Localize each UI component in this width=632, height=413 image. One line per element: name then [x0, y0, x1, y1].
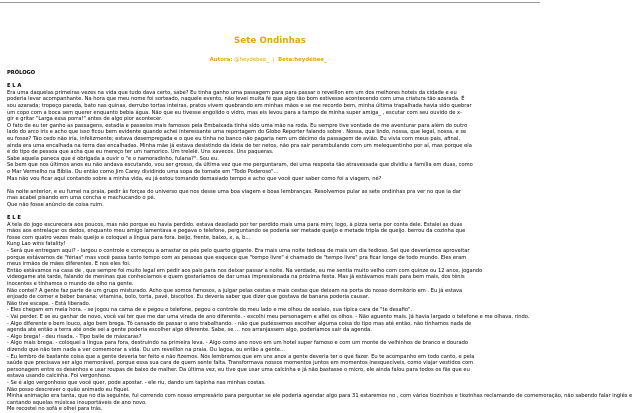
- paragraph-line: agenda até então a terra até onde sei a gente poderia escolher algo diferente. Sabe, se ... nos arranjassem algo, poderíamos sair da agenda.: [7, 327, 372, 334]
- paragraph-line: - Eu lembro de bastante coisa que a gente deveria ter feito e não fizemos. Nós lembramos que em uns anos a gente deveria ter o que fazer. Eu te acompanho em todo canto, e pela: [7, 353, 475, 360]
- paragraph-line: O fato de eu ter ganho as passagens, estadia e passeios mais famosos pela Embaixada tinha sido uma mão na roda. Eu sempre tive vontade de me aventurar para além do outro: [7, 122, 468, 129]
- paragraph-line: inocentes e tínhamos o mundo de olho na gente.: [7, 281, 134, 287]
- paragraph-line: meus irmãos de mães diferentes. E nos eles foi.: [7, 261, 131, 268]
- paragraph-line: - Será que entregam aqui? - largou o controle e começou a arrastar os pés pelo quarto gigante. Era mais uma noite tediosa de mais um dia tedioso. Sei que deveríamos aproveitar: [7, 248, 470, 255]
- paragraph-line: lado do arco iris e acho que isso ficou bem evidente quando achei interessante uma reportagem do Globo Reporter falando sobre . Nossa, que lindo, nossa, que legal, nossa, e se: [7, 129, 467, 136]
- paragraph-line: Mas não vou ficar aqui contando sobre a minha vida, eu já estou tomando demasiado tempo e acho que você quer saber como foi a viagem, né?: [7, 175, 382, 182]
- paragraph-line: - Eles chegam em meia hora. - se jogou na cama de e pegou o telefone, pegou o controle do meu lado e me olhou de soslaio, sua típica cara de "te desafio".: [7, 307, 412, 314]
- paragraph-line: - Algo mais brega. - coloquei a língua para fora, destruindo na primeira leva. - Algo como ano novo em um hotel super famoso e com um monte de velhinhos de branco e dourado: [7, 340, 469, 347]
- paragraph-line: é do tipo de pessoa que acha que eu mereço ter um namorico. Um trelelê. Uns xavecos. Uns paqueras.: [7, 149, 274, 156]
- section-heading: E L A: [7, 83, 22, 90]
- section-heading: E L E: [7, 215, 21, 222]
- byline-trailing: -: [328, 57, 331, 63]
- paragraph-line: - Vai perder. E se eu ganhar de novo, você vai ter que me dar uma virada de ano diferente. - escolhi meu personagem e afiei os olhos. - Não aguento mais. Já havia largado o telefone e me olhava, rindo.: [7, 313, 530, 320]
- paragraph-line: ainda era uma encalhada na terra das encalhadas. Minha mãe já estava desistindo da ideia de ter netos, não pra sair perambulando com um melequentinho por aí, mas porque ela: [7, 142, 472, 149]
- paragraph-line: videogame até tarde, falando de meninas que conhecíamos e quem gostaríamos de dar umas impressionada na próxima festa. Mas já estávamos mais para bem mais, dos tênis: [7, 274, 465, 281]
- paragraph-line: Era uma daquelas primeiras vezes na vida que tudo dava certo, sabe? Eu tinha ganho uma passagem para para passar o reveillon em um dos melhores hoteis da cidade e eu: [7, 89, 457, 96]
- paragraph-line: Se bem que nos últimos anos eu não andava escutando, vou ser grosso, da última vez que me perguntaram, dei uma resposta tão atravessada que dividiu a família em duas, como: [7, 162, 473, 169]
- paragraph-line: Sabe aquela paneca que é obrigada a ouvir o "e o namoradinho, fulana?". Sou eu.: [7, 155, 219, 162]
- paragraph-line: Não posso descrever o quão animado eu fiquei.: [7, 386, 130, 393]
- paragraph-line: Kung Lao wins fatality!: [7, 241, 66, 248]
- section-spacer: [7, 77, 533, 84]
- paragraph-line: Então estávamos na casa de , que sempre foi muito legal em pedir aos pais para nos deixar passar a noite. Na verdade, eu me sentia muito velho com com quinze ou 12 anos, jogando: [7, 267, 483, 274]
- paragraph-line: poderia levar acompanhante. Na hora que meu nome foi sorteado, naquele evento, não levei muita fé que algo tão bom estivesse acontecendo com uma criatura tão azarada. É: [7, 96, 465, 103]
- paragraph-line: mãos aos entrelaçar os dedos, enquanto meu amigo lamentava e pegava o telefone, perguntando se poderia ser metade queijo e metade tripla de queijo. berrou da cozinha que: [7, 228, 466, 235]
- paragraph-line: saúde que precisava ser algo memorável, porque essa sua cara de quem sente falta. Transformava nossos momentos juntos em momentos inesquecíveis, como viajar vestidos com: [7, 360, 474, 367]
- paragraph-line: Que não fosse anúncio de coisa ruim.: [7, 201, 104, 208]
- story-body: [7, 70, 632, 413]
- paragraph-line: Não contei? A gente faz parte de um grupo misturado. Acho que somos famosos, a julgar pelas cestas e mais cestas que deixam na porta do nosso dormitório em . Eu já estava: [7, 287, 463, 294]
- paragraph-line: eu fosse? Tão cedo não iria, infelizmente; estava desempregada e o que eu tinha no banco não pagaria nem um décimo da passagem de avião. Eu vivia com meus pais, afinal,: [7, 135, 460, 142]
- paragraph-line: cantando aquelas músicas insuportáveis de ano novo.: [7, 399, 147, 406]
- author-link[interactable]: @heydebee_: [234, 57, 269, 63]
- paragraph-line: mas acabei pisando em uma concha e machucando o pé.: [7, 195, 156, 202]
- paragraph-line: Na noite anterior, e eu fumei na praia, pedir às forças do universo que nos desse uma boa viagem e boas lembranças. Resolvemos pular as sete ondinhas pra ver no que ia dar: [7, 188, 462, 195]
- story-title: Sete Ondinhas: [234, 36, 306, 46]
- top-divider: [0, 2, 540, 3]
- paragraph-line: dizendo que não tem nada a ver comemorar a vida. Ou um reveillon na praia. Ou lagoa, ou então a gente...: [7, 346, 285, 353]
- paragraph-line: Minha animação era tanta, que no dia seguinte, fui correndo com nosso empresário para perguntar se ele poderia agendar algo para 31 estaremos no , com vários tiozinhos e tiozinhas reclamando de comemoração, não sabendo falar inglês e: [7, 393, 632, 400]
- paragraph-line: A tela do jogo escurecera aos poucos, mas não porque eu havia perdido. estava desolado por ter perdido mais uma para mim; logo, à pizza seria por conta dele. Estalei as duas: [7, 221, 463, 228]
- paragraph-line: - Algo brega! - deu risada. - Tipo baile de máscaras?: [7, 333, 142, 340]
- paragraph-line: Não tive escape. - Está liberado.: [7, 300, 91, 307]
- paragraph-line: sou azarada; tropeço parada, bato nas quinas, derrubo tortas inteiras, pratos vivem quebrando em minhas mãos e se me recordo bem, minha última trapalhada havia sido quebrar: [7, 102, 472, 109]
- paragraph-line: um copo com a boca sem querer enquanto bebia água. Não que eu tivesse engolido o vidro, mas eis levou para a tampo de minha super amiga_ , escutar com seu ouvido de x-: [7, 109, 462, 116]
- paragraph-line: [7, 182, 533, 189]
- section-spacer: [7, 208, 533, 215]
- paragraph-line: estava usando calcinha. Foi vergonhoso.: [7, 373, 112, 380]
- byline-separator: |: [272, 57, 275, 63]
- paragraph-line: - Algo diferente e bem louco, algo bem brega. Tô cansado de passar o ano trabalhando. - não que pudéssemos escolher alguma coisa do tipo mas até então, não tínhamos nada de: [7, 320, 472, 327]
- section-heading: PRÓLOGO: [7, 70, 36, 76]
- paragraph-line: - Se é algo vergonhoso que você quer, pode apostar. - ele riu, dando um tapinha nas minhas costas.: [7, 379, 266, 386]
- paragraph-line: fosse com quatro vezes mais queijo e coloquei a língua para fora. beijo, frente, baixo, x, a, b...: [7, 234, 251, 241]
- author-label: Autora:: [209, 57, 233, 63]
- beta-label: Beta:heydebee_: [278, 57, 327, 63]
- paragraph-line: gir e gritar "Larga essa porra!" antes de algo pior acontecer.: [7, 116, 163, 123]
- byline: [0, 57, 540, 63]
- paragraph-line: o Mar Vermelho na Bíblia. Ou então como Jim Carey dividindo uma sopa de tomate em "Todo Poderoso"...: [7, 168, 279, 175]
- paragraph-line: Me recostei no sofá e olhei para trás.: [7, 406, 103, 413]
- paragraph-line: porque estávamos de "férias" mas você passa tanto tempo com as pessoas que esquece que "tempo livre" é chamado de "tempo livre" pra ficar longe de todo mundo. Eles eram: [7, 254, 467, 261]
- paragraph-line: personagem entre os desenhos e usar roupas de baixo de malher. Da última vez, eu tive que usar uma calcinha e já não bastasse o micro, ele ainda falou para todos os fãs que eu: [7, 366, 470, 373]
- paragraph-line: enjoado de comer e beber banana; vitamina, bolo, torta, pavê, biscoitos. Eu deveria saber que dizer que gostava de banana poderia causar.: [7, 294, 370, 301]
